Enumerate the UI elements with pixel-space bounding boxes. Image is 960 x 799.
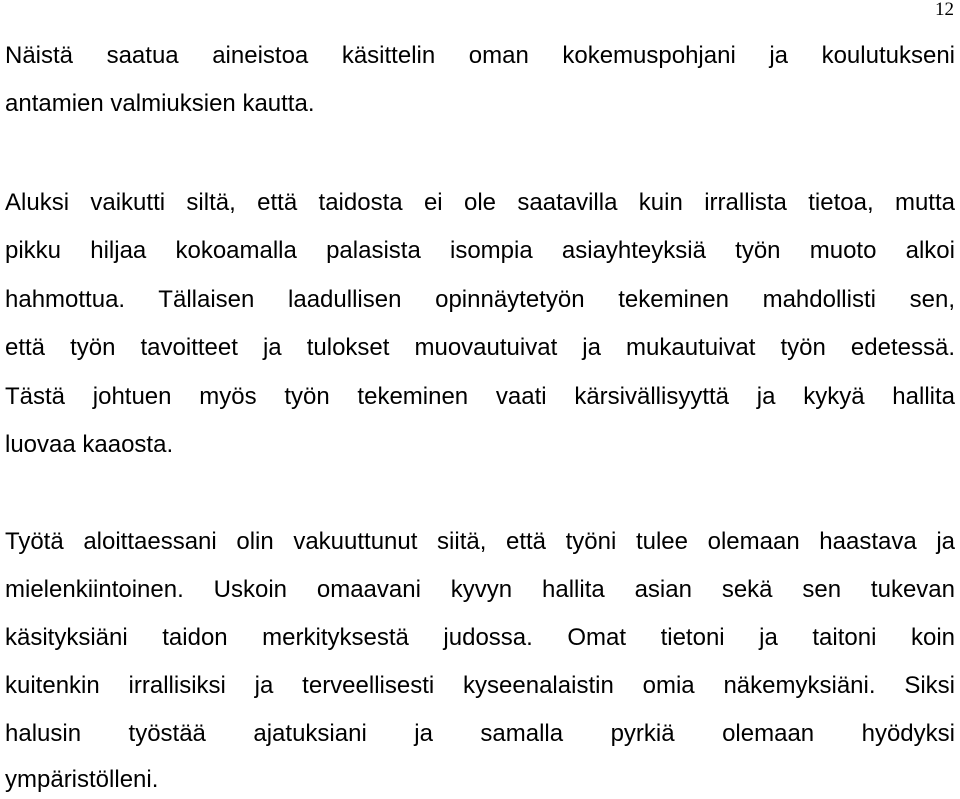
paragraph-3-line-1: Työtä aloittaessani olin vakuuttunut siitä, että työni tulee olemaan haastava ja (5, 528, 955, 555)
paragraph-3-line-2: mielenkiintoinen. Uskoin omaavani kyvyn hallita asian sekä sen tukevan (5, 576, 955, 603)
paragraph-3-line-4: kuitenkin irrallisiksi ja terveellisesti kyseenalaistin omia näkemyksiäni. Siksi (5, 672, 955, 699)
paragraph-2-line-5: Tästä johtuen myös työn tekeminen vaati kärsivällisyyttä ja kykyä hallita (5, 383, 955, 410)
paragraph-3-line-6: ympäristölleni. (5, 766, 159, 793)
paragraph-1-line-2: antamien valmiuksien kautta. (5, 90, 315, 117)
paragraph-1-line-1: Näistä saatua aineistoa käsittelin oman kokemuspohjani ja koulutukseni (5, 42, 955, 69)
paragraph-2-line-1: Aluksi vaikutti siltä, että taidosta ei ole saatavilla kuin irrallista tietoa, mutta (5, 189, 955, 216)
paragraph-3-line-3: käsityksiäni taidon merkityksestä judossa. Omat tietoni ja taitoni koin (5, 624, 955, 651)
paragraph-2-line-3: hahmottua. Tällaisen laadullisen opinnäytetyön tekeminen mahdollisti sen, (5, 286, 955, 313)
page-number: 12 (935, 0, 954, 20)
paragraph-2-line-2: pikku hiljaa kokoamalla palasista isompia asiayhteyksiä työn muoto alkoi (5, 237, 955, 264)
paragraph-3-line-5: halusin työstää ajatuksiani ja samalla pyrkiä olemaan hyödyksi (5, 720, 955, 747)
paragraph-2-line-4: että työn tavoitteet ja tulokset muovautuivat ja mukautuivat työn edetessä. (5, 334, 955, 361)
paragraph-2-line-6: luovaa kaaosta. (5, 431, 174, 458)
